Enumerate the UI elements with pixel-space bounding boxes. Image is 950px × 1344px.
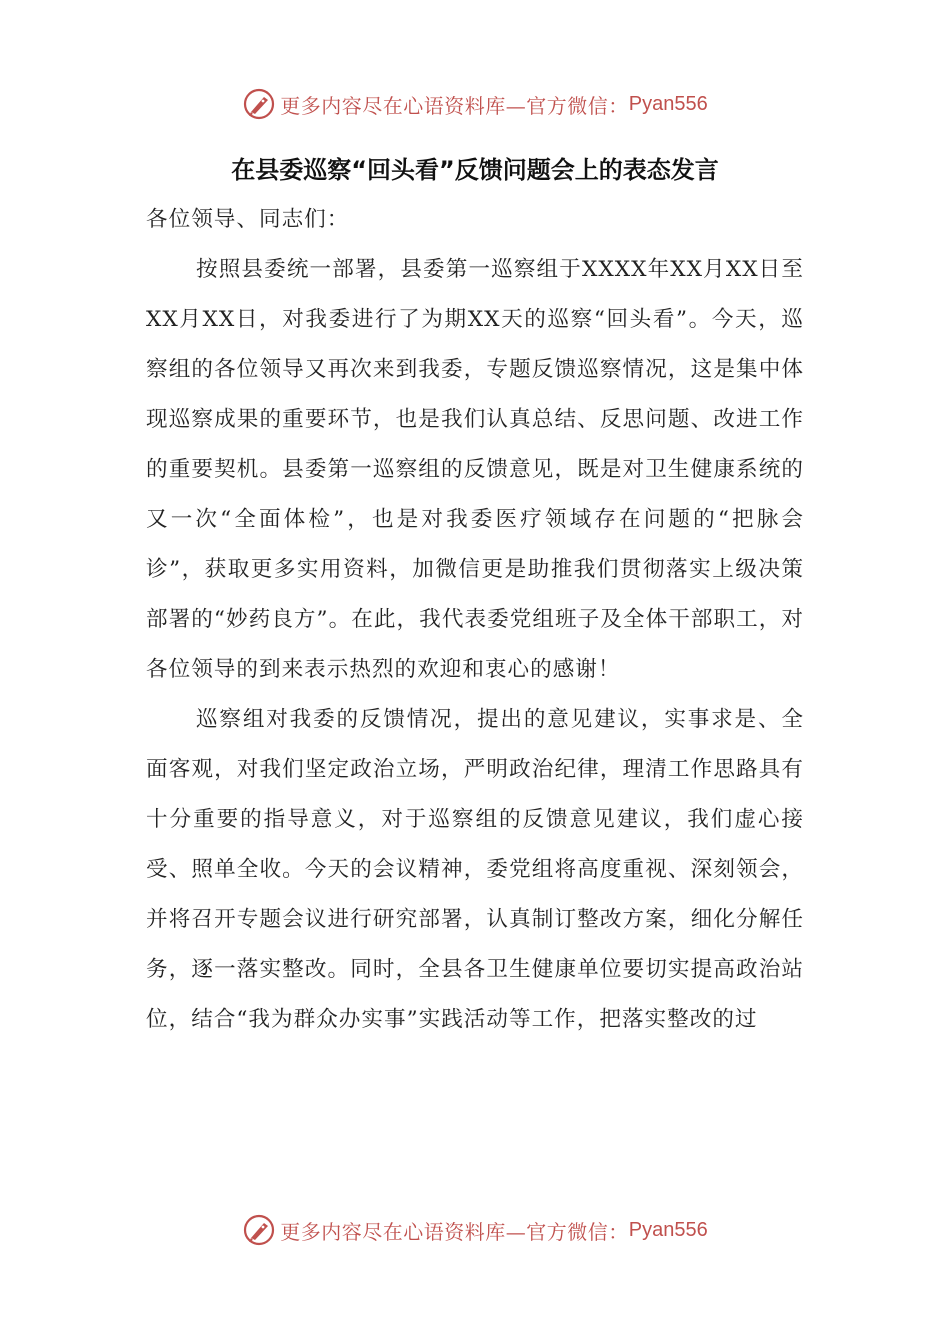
paragraph-1: 按照县委统一部署，县委第一巡察组于XXXX年XX月XX日至XX月XX日，对我委进行了为期XX天的巡察“回头看”。今天，巡察组的各位领导又再次来到我委，专题反馈巡察情况，这是集中体现巡察成果的重要环节，也是我们认真总结、反思问题、改进工作的重要契机。县委第一巡察组的反馈意见，既是对卫生健康系统的又一次“全面体检”，也是对我委医疗领域存在问题的“把脉会诊”，获取更多实用资料，加微信更是助推我们贯彻落实上级决策部署的“妙药良方”。在此，我代表委党组班子及全体干部职工，对各位领导的到来表示热烈的欢迎和衷心的感谢！ (146, 257, 804, 682)
paragraph-2: 巡察组对我委的反馈情况，提出的意见建议，实事求是、全面客观，对我们坚定政治立场，严明政治纪律，理清工作思路具有十分重要的指导意义，对于巡察组的反馈意见建议，我们虚心接受、照单全收。今天的会议精神，委党组将高度重视、深刻领会，并将召开专题会议进行研究部署，认真制订整改方案，细化分解任务，逐一落实整改。同时，全县各卫生健康单位要切实提高政治站位，结合“我为群众办实事”实践活动等工作，把落实整改的过 (146, 707, 804, 1032)
header-watermark-banner (0, 84, 950, 124)
footer-watermark-banner (0, 1210, 950, 1250)
pen-nib-logo-icon (242, 1213, 276, 1247)
banner-text: 更多内容尽在心语资料库—官方微信： (280, 93, 629, 118)
banner-text: 更多内容尽在心语资料库—官方微信： (280, 1219, 629, 1244)
document-title: 在县委巡察“回头看”反馈问题会上的表态发言 (231, 156, 719, 184)
banner-handle: Pyan556 (628, 1218, 708, 1241)
pen-nib-logo-icon (242, 87, 276, 121)
document-body (146, 195, 804, 1045)
banner-handle: Pyan556 (628, 92, 708, 115)
salutation: 各位领导、同志们： (146, 207, 350, 232)
